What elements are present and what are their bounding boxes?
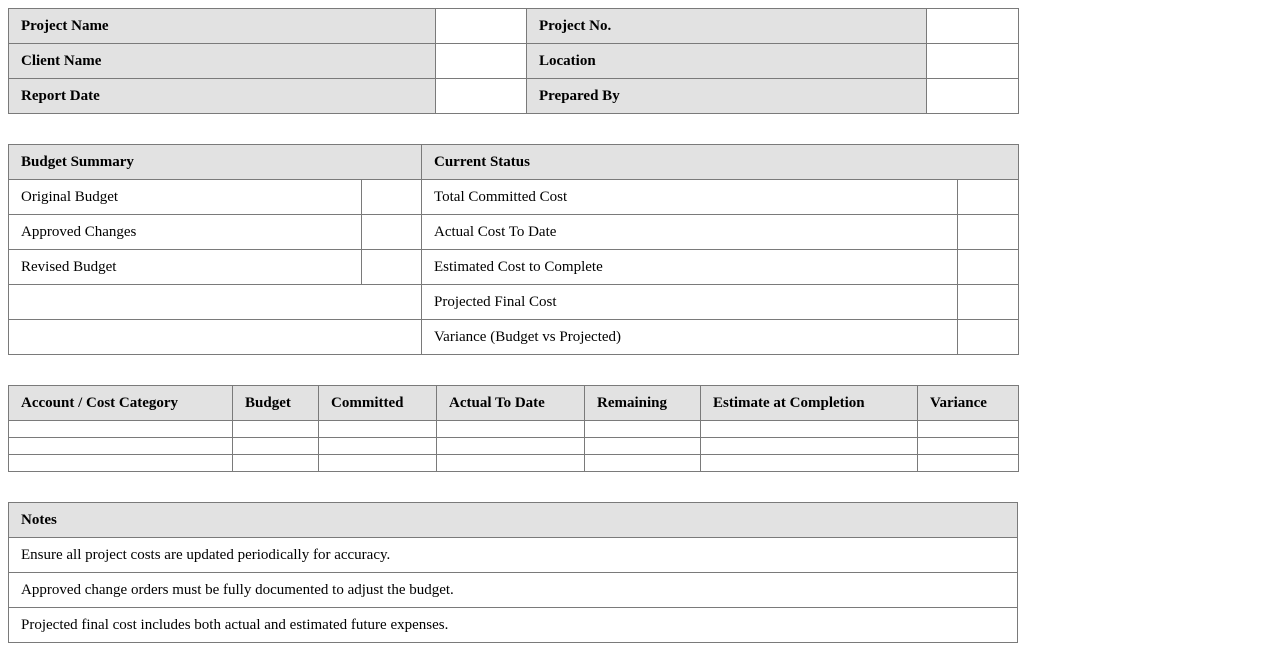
project-no-label: Project No. (527, 9, 927, 44)
table-cell[interactable] (437, 438, 585, 455)
project-name-label: Project Name (9, 9, 436, 44)
table-cell[interactable] (319, 455, 437, 472)
budget-status-row (9, 250, 1019, 285)
report-date-field[interactable] (436, 79, 527, 114)
table-cell[interactable] (233, 455, 319, 472)
table-cell[interactable] (233, 438, 319, 455)
table-row (9, 438, 1019, 455)
column-header-remaining: Remaining (585, 386, 701, 421)
list-item (9, 608, 1018, 643)
project-info-row (9, 9, 1019, 44)
total-committed-cost-label: Total Committed Cost (422, 180, 958, 215)
table-row (9, 455, 1019, 472)
budget-summary-heading: Budget Summary (9, 145, 422, 180)
projected-final-cost-field[interactable] (958, 285, 1019, 320)
budget-status-row (9, 180, 1019, 215)
notes-table (8, 502, 1018, 643)
column-header-budget: Budget (233, 386, 319, 421)
column-header-estimate-at-completion: Estimate at Completion (701, 386, 918, 421)
empty-cell (9, 320, 422, 355)
approved-changes-label: Approved Changes (9, 215, 362, 250)
table-cell[interactable] (918, 438, 1019, 455)
cost-table-header-row (9, 386, 1019, 421)
notes-header-row (9, 503, 1018, 538)
project-name-field[interactable] (436, 9, 527, 44)
variance-label: Variance (Budget vs Projected) (422, 320, 958, 355)
report-date-label: Report Date (9, 79, 436, 114)
table-cell[interactable] (9, 455, 233, 472)
budget-status-row (9, 320, 1019, 355)
table-cell[interactable] (9, 438, 233, 455)
column-header-actual-to-date: Actual To Date (437, 386, 585, 421)
table-cell[interactable] (585, 455, 701, 472)
location-field[interactable] (927, 44, 1019, 79)
cost-breakdown-table (8, 385, 1019, 472)
table-cell[interactable] (701, 421, 918, 438)
revised-budget-label: Revised Budget (9, 250, 362, 285)
budget-status-row (9, 285, 1019, 320)
table-cell[interactable] (918, 421, 1019, 438)
prepared-by-field[interactable] (927, 79, 1019, 114)
current-status-heading: Current Status (422, 145, 1019, 180)
table-cell[interactable] (585, 438, 701, 455)
column-header-committed: Committed (319, 386, 437, 421)
client-name-label: Client Name (9, 44, 436, 79)
table-row (9, 421, 1019, 438)
actual-cost-to-date-label: Actual Cost To Date (422, 215, 958, 250)
column-header-variance: Variance (918, 386, 1019, 421)
estimated-cost-to-complete-field[interactable] (958, 250, 1019, 285)
note-text: Projected final cost includes both actual and estimated future expenses. (9, 608, 1018, 643)
revised-budget-field[interactable] (362, 250, 422, 285)
project-info-table (8, 8, 1019, 114)
projected-final-cost-label: Projected Final Cost (422, 285, 958, 320)
original-budget-field[interactable] (362, 180, 422, 215)
project-no-field[interactable] (927, 9, 1019, 44)
budget-status-header-row (9, 145, 1019, 180)
actual-cost-to-date-field[interactable] (958, 215, 1019, 250)
table-cell[interactable] (701, 455, 918, 472)
variance-field[interactable] (958, 320, 1019, 355)
note-text: Ensure all project costs are updated periodically for accuracy. (9, 538, 1018, 573)
table-cell[interactable] (319, 438, 437, 455)
table-cell[interactable] (701, 438, 918, 455)
table-cell[interactable] (233, 421, 319, 438)
table-cell[interactable] (437, 455, 585, 472)
project-info-row (9, 44, 1019, 79)
note-text: Approved change orders must be fully documented to adjust the budget. (9, 573, 1018, 608)
list-item (9, 538, 1018, 573)
budget-status-table (8, 144, 1019, 355)
budget-status-row (9, 215, 1019, 250)
column-header-account: Account / Cost Category (9, 386, 233, 421)
notes-heading: Notes (9, 503, 1018, 538)
location-label: Location (527, 44, 927, 79)
original-budget-label: Original Budget (9, 180, 362, 215)
table-cell[interactable] (9, 421, 233, 438)
list-item (9, 573, 1018, 608)
table-cell[interactable] (319, 421, 437, 438)
approved-changes-field[interactable] (362, 215, 422, 250)
empty-cell (9, 285, 422, 320)
project-info-row (9, 79, 1019, 114)
client-name-field[interactable] (436, 44, 527, 79)
total-committed-cost-field[interactable] (958, 180, 1019, 215)
table-cell[interactable] (918, 455, 1019, 472)
table-cell[interactable] (585, 421, 701, 438)
table-cell[interactable] (437, 421, 585, 438)
estimated-cost-to-complete-label: Estimated Cost to Complete (422, 250, 958, 285)
prepared-by-label: Prepared By (527, 79, 927, 114)
